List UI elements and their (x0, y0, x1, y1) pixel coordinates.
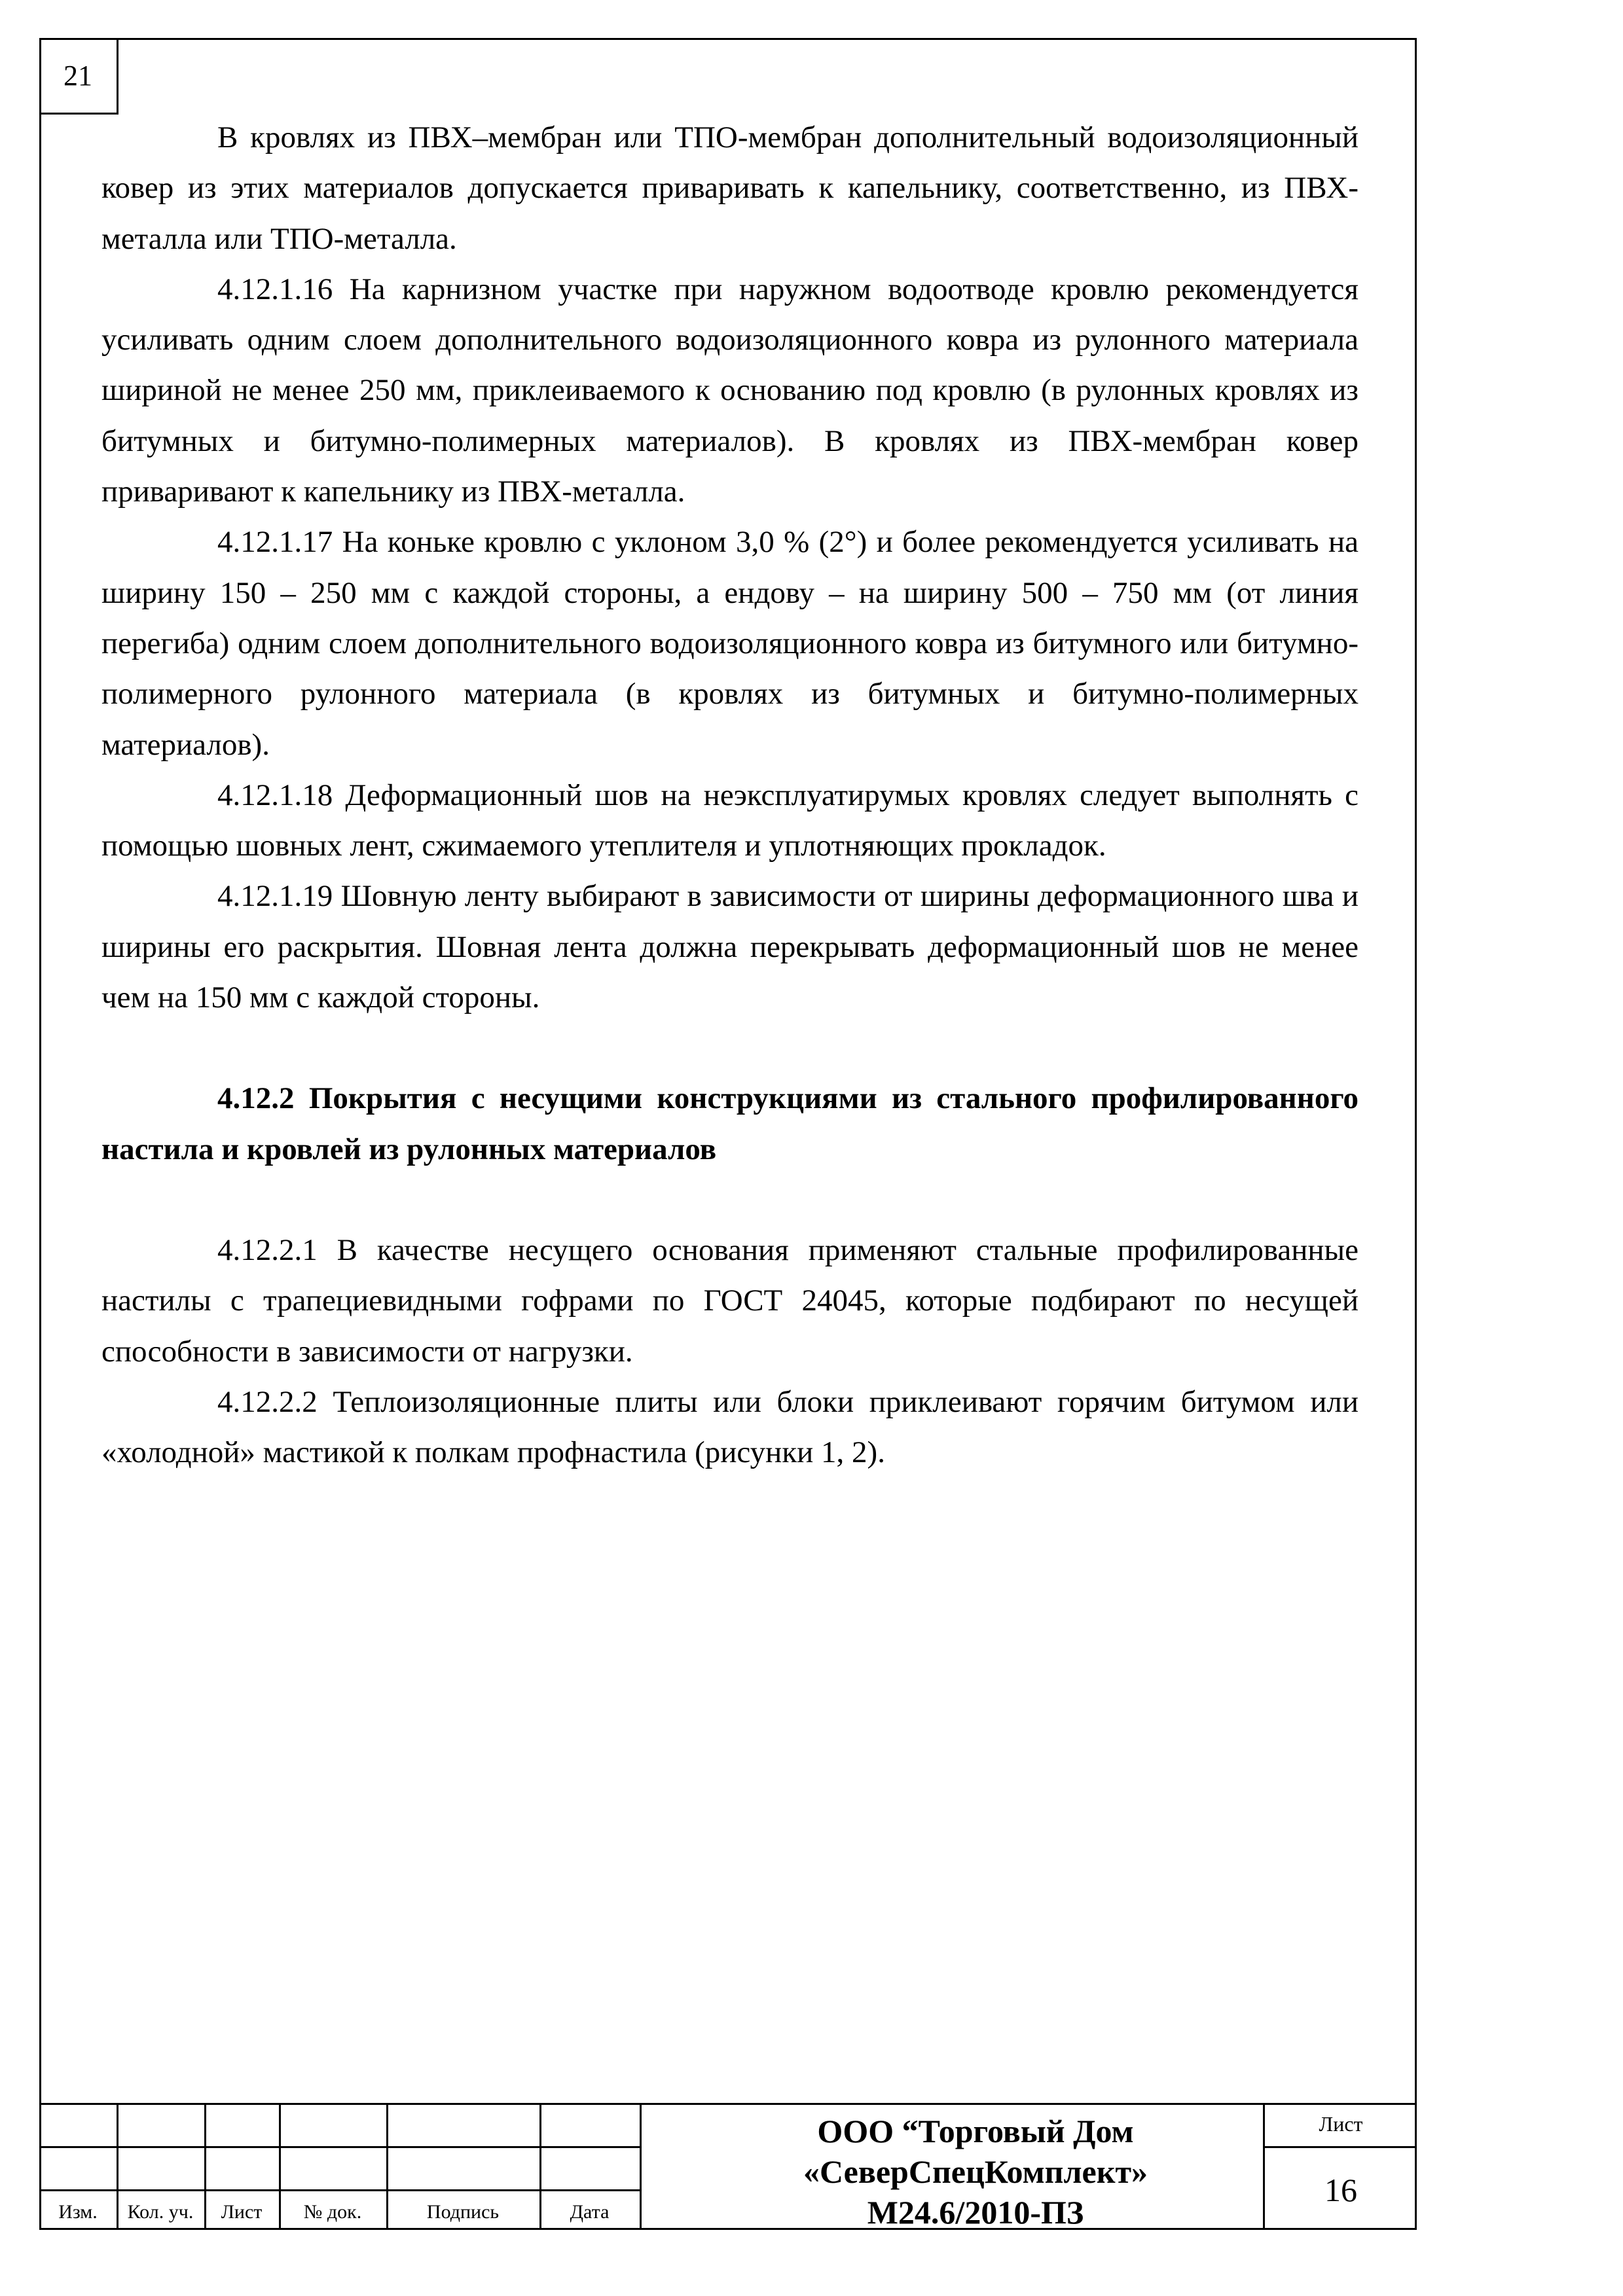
paragraph-4-12-1-17: 4.12.1.17 На коньке кровлю с уклоном 3,0 % (2°) и более рекомендуется усиливать на ширину 150 – 250 мм с каждой стороны, а ендову – на ширину 500 – 750 мм (от линия перегиба) одним слоем дополнительного водоизоляционного ковра из битумного или битумно-полимерного рулонного материала (в кровлях из битумных и битумно-полимерных материалов). (101, 525, 1359, 762)
spacer (101, 1023, 1359, 1073)
label-izm: Изм. (58, 2201, 98, 2223)
document-code: М24.6/2010-ПЗ (867, 2194, 1084, 2231)
spacer (101, 1175, 1359, 1225)
label-kol-uch: Кол. уч. (127, 2201, 194, 2223)
tb-top-line (39, 2103, 1417, 2105)
paragraph-4-12-2-1: 4.12.2.1 В качестве несущего основания применяют стальные профилированные настилы с трапециевидными гофрами по ГОСТ 24045, которые подбирают по несущей способности в зависимости от нагрузки. (101, 1232, 1359, 1369)
label-list: Лист (221, 2201, 263, 2223)
paragraph-4-12-1-19: 4.12.1.19 Шовную ленту выбирают в зависимости от ширины деформационного шва и ширины его раскрытия. Шовная лента должна перекрывать деформационный шов не менее чем на 150 мм с каждой стороны. (101, 879, 1359, 1015)
label-signature: Подпись (426, 2201, 500, 2223)
paragraph-pvc-tpo: В кровлях из ПВХ–мембран или ТПО-мембран дополнительный водоизоляционный ковер из этих материалов допускается приваривать к капельнику, соответственно, из ПВХ-металла или ТПО-металла. (101, 120, 1359, 256)
section-heading-4-12-2: 4.12.2 Покрытия с несущими конструкциями из стального профилированного настила и кровлей из рулонных материалов (101, 1081, 1359, 1166)
title-block (39, 2103, 1417, 2230)
org-name-line1: ООО “Торговый Дом (817, 2113, 1134, 2149)
sheet-label: Лист (1319, 2112, 1363, 2136)
paragraph-4-12-1-18: 4.12.1.18 Деформационный шов на неэксплуатирумых кровлях следует выполнять с помощью шовных лент, сжимаемого утеплителя и уплотняющих прокладок. (101, 778, 1359, 863)
label-date: Дата (570, 2201, 610, 2223)
tb-row-line-2 (39, 2189, 642, 2191)
organization-block (642, 2111, 1309, 2233)
page-number-box (39, 38, 119, 115)
label-doc-no: № док. (303, 2201, 362, 2223)
tb-row-line-1 (39, 2146, 642, 2148)
sheet-number: 16 (1324, 2172, 1357, 2208)
paragraph-4-12-1-16: 4.12.1.16 На карнизном участке при наружном водоотводе кровлю рекомендуется усиливать одним слоем дополнительного водоизоляционного ковра из рулонного материала шириной не менее 250 мм, приклеиваемого к основанию под кровлю (в рулонных кровлях из битумных и битумно-полимерных материалов). В кровлях из ПВХ-мембран ковер приваривают к капельнику из ПВХ-металла. (101, 272, 1359, 509)
paragraph-4-12-2-2: 4.12.2.2 Теплоизоляционные плиты или блоки приклеивают горячим битумом или «холодной» мастикой к полкам профнастила (рисунки 1, 2). (101, 1384, 1359, 1470)
page-number: 21 (64, 59, 92, 92)
document-body (101, 113, 1359, 1478)
org-name-line2: «СеверСпецКомплект» (803, 2153, 1148, 2190)
